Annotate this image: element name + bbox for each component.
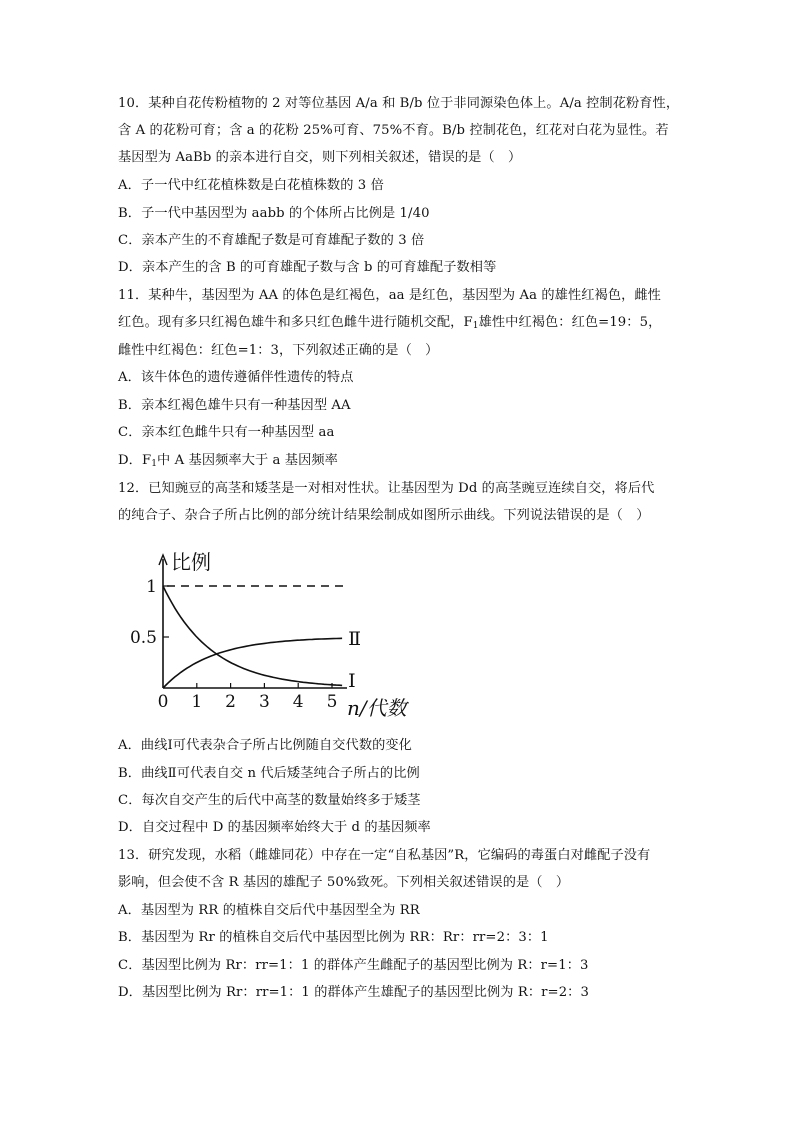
q11-option-c: C．亲本红色雌牛只有一种基因型 aa xyxy=(118,425,335,440)
x-tick-label: 1 xyxy=(191,692,203,712)
y-tick-label: 0.5 xyxy=(129,628,157,648)
q13-option-a: A．基因型为 RR 的植株自交后代中基因型全为 RR xyxy=(118,903,420,918)
q10-option-a: A．子一代中红花植株数是白花植株数的 3 倍 xyxy=(118,178,384,193)
series-curve-1 xyxy=(163,586,342,685)
series-curve-2 xyxy=(163,638,342,688)
x-tick-label: 5 xyxy=(326,692,338,712)
q11-f1-label: $F_1$ xyxy=(463,315,479,331)
q13-stem-line-1: 13．研究发现，水稻（雌雄同花）中存在一定“自私基因”R，它编码的毒蛋白对雌配子没有 xyxy=(118,848,651,863)
q12-option-d: D．自交过程中 D 的基因频率始终大于 d 的基因频率 xyxy=(118,820,431,835)
q10-stem-line-1: 10．某种自花传粉植物的 2 对等位基因 A/a 和 B/b 位于非同源染色体上。A/a 控制花粉育性， xyxy=(118,96,680,111)
x-tick-label: 4 xyxy=(292,692,304,712)
q11-stem-line-2-text: 红色。现有多只红褐色雄牛和多只红色雌牛进行随机交配， xyxy=(118,315,464,330)
q11-male-ratio: 雄性中红褐色：红色=19：5， xyxy=(478,315,662,330)
series-label-1: Ⅰ xyxy=(348,669,356,692)
y-tick-label: 1 xyxy=(146,577,157,597)
series-label-2: Ⅱ xyxy=(348,628,362,651)
x-tick-label: 3 xyxy=(258,692,270,712)
y-axis-label: 比例 xyxy=(171,550,211,574)
q11-stem-line-3: 雌性中红褐色：红色=1：3，下列叙述正确的是（ ） xyxy=(118,343,439,358)
q13-stem-line-2: 影响，但会使不含 R 基因的雄配子 50%致死。下列相关叙述错误的是（ ） xyxy=(118,875,570,890)
q12-option-a: A．曲线Ⅰ可代表杂合子所占比例随自交代数的变化 xyxy=(118,738,412,753)
q11-stem-line-1: 11．某种牛，基因型为 AA 的体色是红褐色，aa 是红色，基因型为 Aa 的雄性红褐色，雌性 xyxy=(118,288,661,303)
q13-option-c: C．基因型比例为 Rr：rr=1：1 的群体产生雌配子的基因型比例为 R：r=1：3 xyxy=(118,958,589,973)
q11-option-a: A．该牛体色的遗传遵循伴性遗传的特点 xyxy=(118,370,354,385)
q12-option-c: C．每次自交产生的后代中高茎的数量始终多于矮茎 xyxy=(118,793,421,808)
q10-option-b: B．子一代中基因型为 aabb 的个体所占比例是 1/40 xyxy=(118,206,430,221)
q12-stem-line-1: 12．已知豌豆的高茎和矮茎是一对相对性状。让基因型为 Dd 的高茎豌豆连续自交，将后代 xyxy=(118,481,655,496)
q10-stem-line-3: 基因型为 AaBb 的亲本进行自交，则下列相关叙述，错误的是（ ） xyxy=(118,150,522,165)
q11-option-d: D．$F_1$中 A 基因频率大于 a 基因频率 xyxy=(118,453,338,469)
x-tick-label: 2 xyxy=(225,692,237,712)
x-tick-label: 0 xyxy=(157,692,169,712)
self-cross-ratio-chart xyxy=(125,545,415,725)
x-axis-label: n/代数 xyxy=(347,696,407,720)
q10-stem-line-2: 含 A 的花粉可育；含 a 的花粉 25%可育、75%不育。B/b 控制花色，红花对白花为显性。若 xyxy=(118,123,669,138)
q11-option-b: B．亲本红褐色雄牛只有一种基因型 AA xyxy=(118,398,351,413)
q10-option-d: D．亲本产生的含 B 的可育雄配子数与含 b 的可育雄配子数相等 xyxy=(118,260,497,275)
q10-option-c: C．亲本产生的不育雄配子数是可育雄配子数的 3 倍 xyxy=(118,233,425,248)
q12-option-b: B．曲线Ⅱ可代表自交 n 代后矮茎纯合子所占的比例 xyxy=(118,766,420,781)
q13-option-d: D．基因型比例为 Rr：rr=1：1 的群体产生雄配子的基因型比例为 R：r=2：3 xyxy=(118,985,589,1000)
q12-stem-line-2: 的纯合子、杂合子所占比例的部分统计结果绘制成如图所示曲线。下列说法错误的是（ ） xyxy=(118,508,650,523)
q13-option-b: B．基因型为 Rr 的植株自交后代中基因型比例为 RR：Rr：rr=2：3：1 xyxy=(118,930,549,945)
q11-stem-line-2 xyxy=(118,314,661,335)
